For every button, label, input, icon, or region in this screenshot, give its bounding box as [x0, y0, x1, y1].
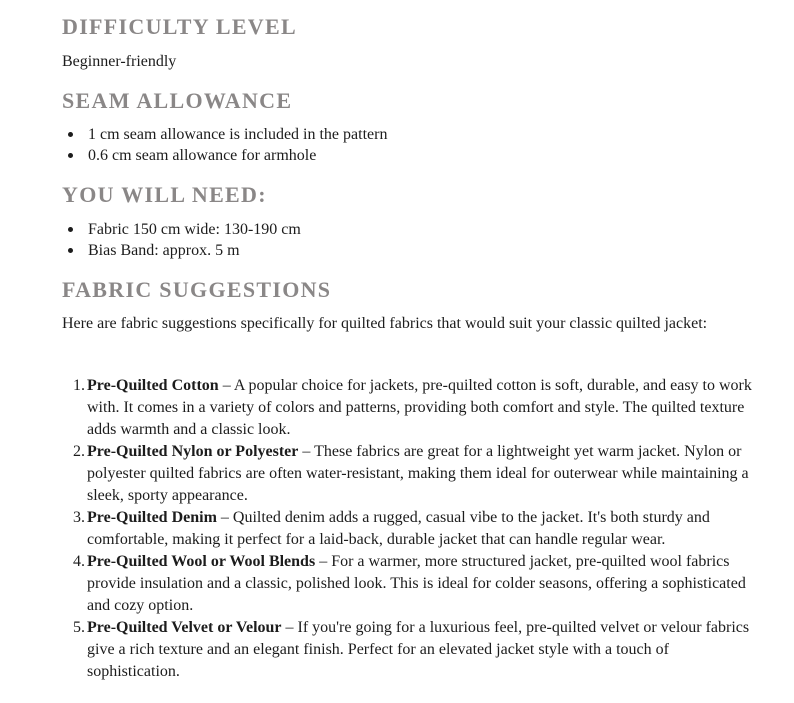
list-item — [62, 441, 752, 507]
item-description: If you're going for a luxurious feel, pre-quilted velvet or velour fabrics give a rich texture and an elegant finish. Perfect for an elevated jacket style with a touch of sophistication. — [87, 619, 750, 680]
item-number: 5. — [73, 619, 85, 636]
bullet-icon — [68, 153, 73, 158]
item-title: Pre-Quilted Cotton — [87, 377, 219, 394]
item-description: A popular choice for jackets, pre-quilted cotton is soft, durable, and easy to work with. It comes in a variety of colors and patterns, providing both comfort and style. The quilted texture adds warmth and a classic look. — [87, 377, 752, 438]
list-item-text: 1 cm seam allowance is included in the pattern — [88, 126, 388, 143]
list-item — [62, 551, 752, 617]
item-title: Pre-Quilted Nylon or Polyester — [87, 443, 299, 460]
item-number: 2. — [73, 443, 85, 460]
item-separator: – — [216, 509, 233, 526]
item-separator: – — [298, 443, 315, 460]
fabric-suggestions-intro: Here are fabric suggestions specifically for quilted fabrics that would suit your classic quilted jacket: — [62, 315, 708, 332]
list-item — [62, 507, 752, 551]
item-number: 4. — [73, 553, 85, 570]
bullet-icon — [68, 248, 73, 253]
item-description: These fabrics are great for a lightweight yet warm jacket. Nylon or polyester quilted fabrics are often water-resistant, making them ideal for outerwear while maintaining a sleek, sporty appearance. — [87, 443, 749, 504]
item-description: For a warmer, more structured jacket, pre-quilted wool fabrics provide insulation and a classic, polished look. This is ideal for colder seasons, offering a sophisticated and cozy option. — [87, 553, 746, 614]
bullet-icon — [68, 132, 73, 137]
list-item — [62, 240, 301, 261]
list-item-text: Bias Band: approx. 5 m — [88, 242, 240, 259]
you-will-need-list — [62, 219, 301, 261]
item-description: Quilted denim adds a rugged, casual vibe to the jacket. It's both sturdy and comfortable, making it perfect for a laid-back, durable jacket that can handle regular wear. — [87, 509, 710, 548]
you-will-need-heading: YOU WILL NEED: — [62, 182, 267, 207]
item-title: Pre-Quilted Velvet or Velour — [87, 619, 282, 636]
list-item — [62, 617, 752, 683]
difficulty-heading: DIFFICULTY LEVEL — [62, 14, 297, 39]
bullet-icon — [68, 227, 73, 232]
item-number: 1. — [73, 377, 85, 394]
list-item-text: 0.6 cm seam allowance for armhole — [88, 147, 317, 164]
list-item-text: Fabric 150 cm wide: 130-190 cm — [88, 221, 301, 238]
difficulty-value: Beginner-friendly — [62, 53, 177, 70]
list-item — [62, 145, 387, 166]
list-item — [62, 375, 752, 441]
fabric-suggestions-heading: FABRIC SUGGESTIONS — [62, 277, 332, 302]
item-title: Pre-Quilted Wool or Wool Blends — [87, 553, 316, 570]
item-title: Pre-Quilted Denim — [87, 509, 217, 526]
seam-allowance-list — [62, 124, 387, 166]
item-separator: – — [315, 553, 332, 570]
seam-allowance-heading: SEAM ALLOWANCE — [62, 88, 293, 113]
fabric-suggestions-list — [62, 375, 752, 683]
item-separator: – — [218, 377, 234, 394]
item-number: 3. — [73, 509, 85, 526]
item-separator: – — [281, 619, 298, 636]
list-item — [62, 124, 387, 145]
list-item — [62, 219, 301, 240]
